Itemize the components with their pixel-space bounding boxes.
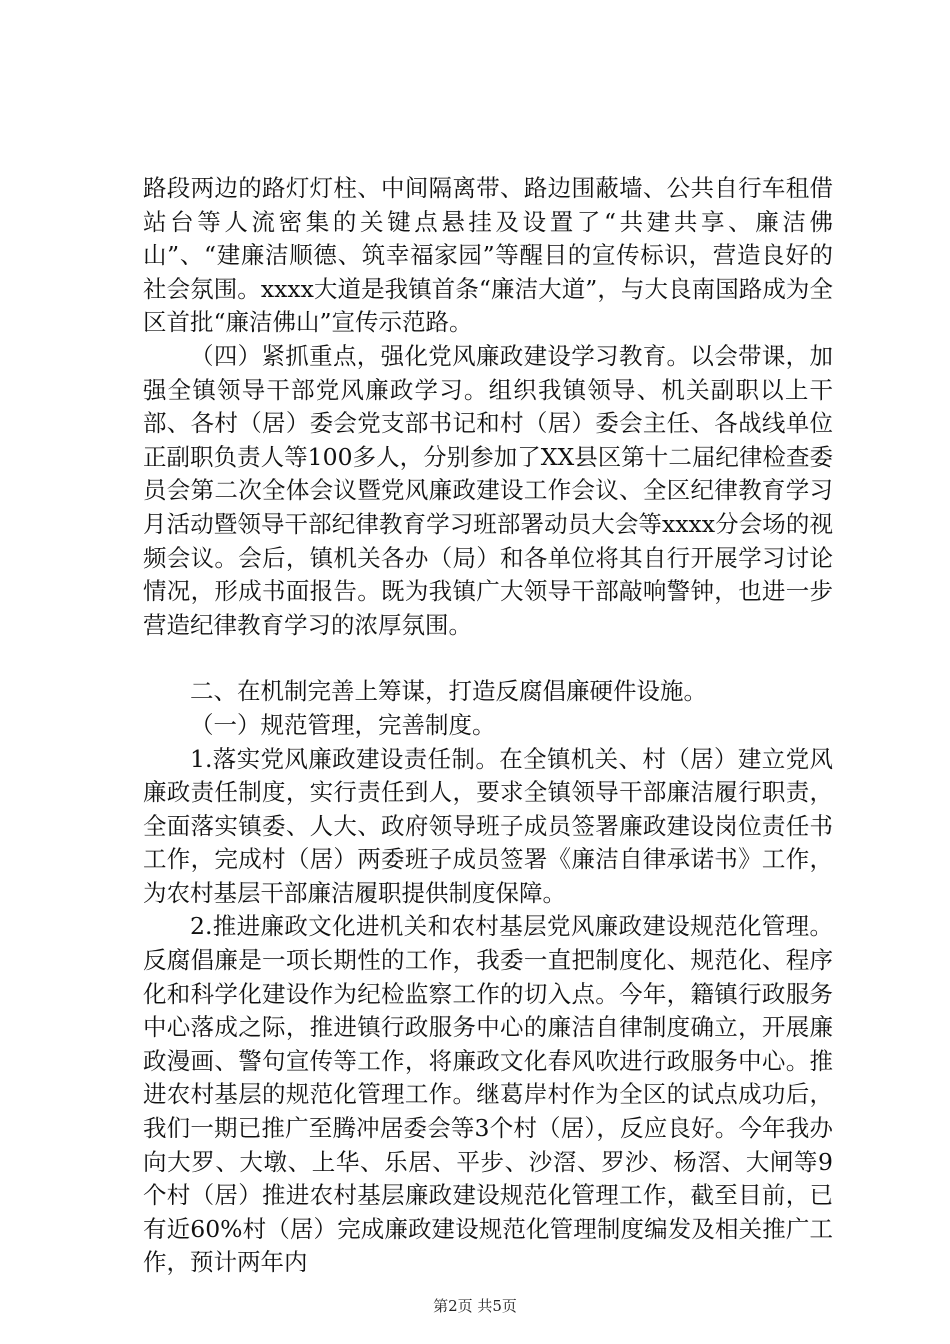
- paragraph-continuation: 路段两边的路灯灯柱、中间隔离带、路边围蔽墙、公共自行车租借站台等人流密集的关键点悬挂及设置了“共建共享、廉洁佛山”、“建廉洁顺德、筑幸福家园”等醒目的宣传标识，营造良好的社会氛围。xxxx大道是我镇首条“廉洁大道”，与大良南国路成为全区首批“廉洁佛山”宣传示范路。: [143, 174, 833, 337]
- section-heading-two: 二、在机制完善上筹谋，打造反腐倡廉硬件设施。: [190, 677, 707, 706]
- subsection-heading-one: （一）规范管理，完善制度。: [190, 710, 496, 739]
- document-body: [143, 172, 833, 1280]
- paragraph-item-two: 2.推进廉政文化进机关和农村基层党风廉政建设规范化管理。反腐倡廉是一项长期性的工作，我委一直把制度化、规范化、程序化和科学化建设作为纪检监察工作的切入点。今年，籍镇行政服务中心落成之际，推进镇行政服务中心的廉洁自律制度确立，开展廉政漫画、警句宣传等工作，将廉政文化春风吹进行政服务中心。推进农村基层的规范化管理工作。继葛岸村作为全区的试点成功后，我们一期已推广至腾冲居委会等3个村（居），反应良好。今年我办向大罗、大墩、上华、乐居、平步、沙滘、罗沙、杨滘、大闸等9个村（居）推进农村基层廉政建设规范化管理工作，截至目前，已有近60%村（居）完成廉政建设规范化管理制度编发及相关推广工作，预计两年内: [143, 912, 833, 1277]
- paragraph-section-four: （四）紧抓重点，强化党风廉政建设学习教育。以会带课，加强全镇领导干部党风廉政学习。组织我镇领导、机关副职以上干部、各村（居）委会党支部书记和村（居）委会主任、各战线单位正副职负责人等100多人，分别参加了XX县区第十二届纪律检查委员会第二次全体会议暨党风廉政建设工作会议、全区纪律教育学习月活动暨领导干部纪律教育学习班部署动员大会等xxxx分会场的视频会议。会后，镇机关各办（局）和各单位将其自行开展学习讨论情况，形成书面报告。既为我镇广大领导干部敲响警钟，也进一步营造纪律教育学习的浓厚氛围。: [143, 341, 833, 639]
- page-number-footer: 第2页 共5页: [433, 1297, 517, 1315]
- paragraph-item-one: 1.落实党风廉政建设责任制。在全镇机关、村（居）建立党风廉政责任制度，实行责任到人，要求全镇领导干部廉洁履行职责，全面落实镇委、人大、政府领导班子成员签署廉政建设岗位责任书工作，完成村（居）两委班子成员签署《廉洁自律承诺书》工作，为农村基层干部廉洁履职提供制度保障。: [143, 744, 833, 907]
